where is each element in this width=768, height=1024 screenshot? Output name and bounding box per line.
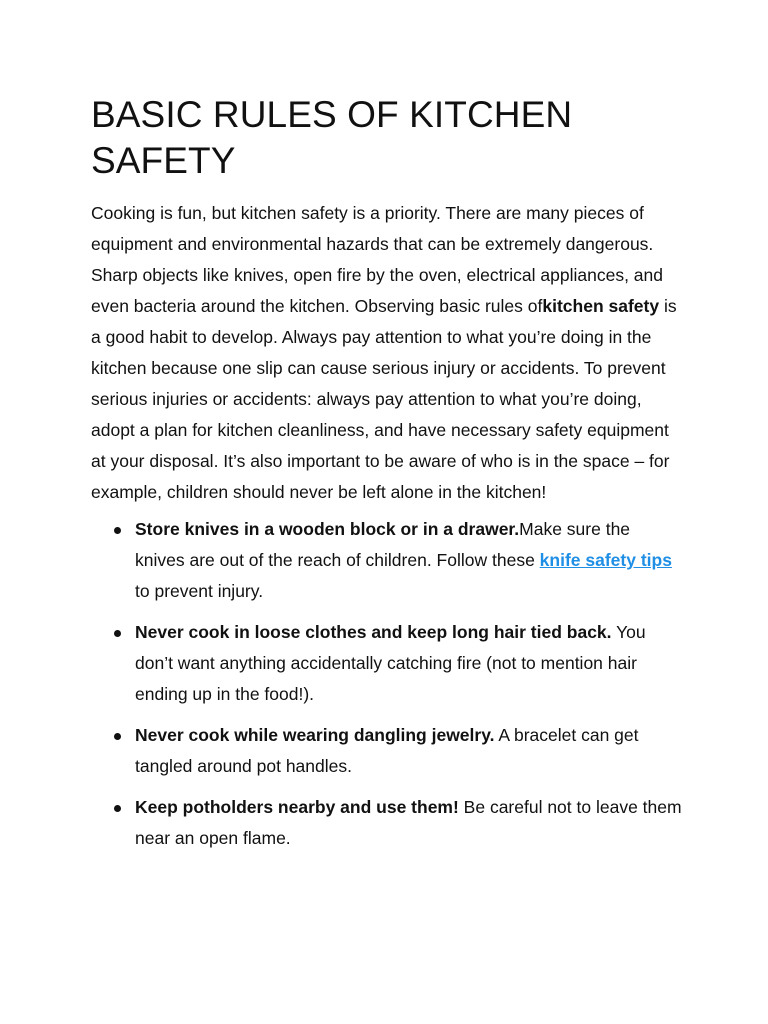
rule-text: Make sure the knives are out of the reach of children. Follow these [135, 519, 631, 570]
safety-rules-list [91, 514, 691, 854]
rule-lead: Keep potholders nearby and use them! [135, 797, 459, 817]
bullet-icon [114, 527, 121, 534]
intro-paragraph [91, 198, 681, 508]
list-item [91, 617, 683, 710]
bullet-icon [114, 805, 121, 812]
list-item [91, 514, 683, 607]
bullet-icon [114, 630, 121, 637]
intro-bold-phrase: kitchen safety [542, 296, 660, 316]
document-page [91, 92, 691, 864]
list-item [91, 792, 683, 854]
rule-text: Be careful not to leave them near an open flame. [135, 797, 682, 848]
intro-text-end: is a good habit to develop. Always pay attention to what you’re doing in the kitchen because one slip can cause serious injury or accidents. To prevent serious injuries or accidents: always pay attention to what you’re doing, adopt a plan for kitchen cleanliness, and have necessary safety equipment at your disposal. It’s also important to be aware of who is in the space – for example, children should never be left alone in the kitchen! [91, 296, 677, 502]
rule-lead: Never cook in loose clothes and keep long hair tied back. [135, 622, 612, 642]
list-item [91, 720, 683, 782]
bullet-icon [114, 733, 121, 740]
rule-text: A bracelet can get tangled around pot handles. [135, 725, 639, 776]
rule-lead: Store knives in a wooden block or in a drawer. [135, 519, 520, 539]
rule-lead: Never cook while wearing dangling jewelry. [135, 725, 495, 745]
page-title: BASIC RULES OF KITCHEN SAFETY [91, 94, 573, 181]
knife-safety-tips-link[interactable]: knife safety tips [539, 550, 672, 570]
rule-text: You don’t want anything accidentally catching fire (not to mention hair ending up in the food!). [135, 622, 646, 704]
intro-text-start: Cooking is fun, but kitchen safety is a priority. There are many pieces of equipment and environmental hazards that can be extremely dangerous. Sharp objects like knives, open fire by the oven, electrical appliances, and even bacteria around the kitchen. Observing basic rules of [91, 203, 663, 316]
rule-text-after: to prevent injury. [135, 581, 264, 601]
